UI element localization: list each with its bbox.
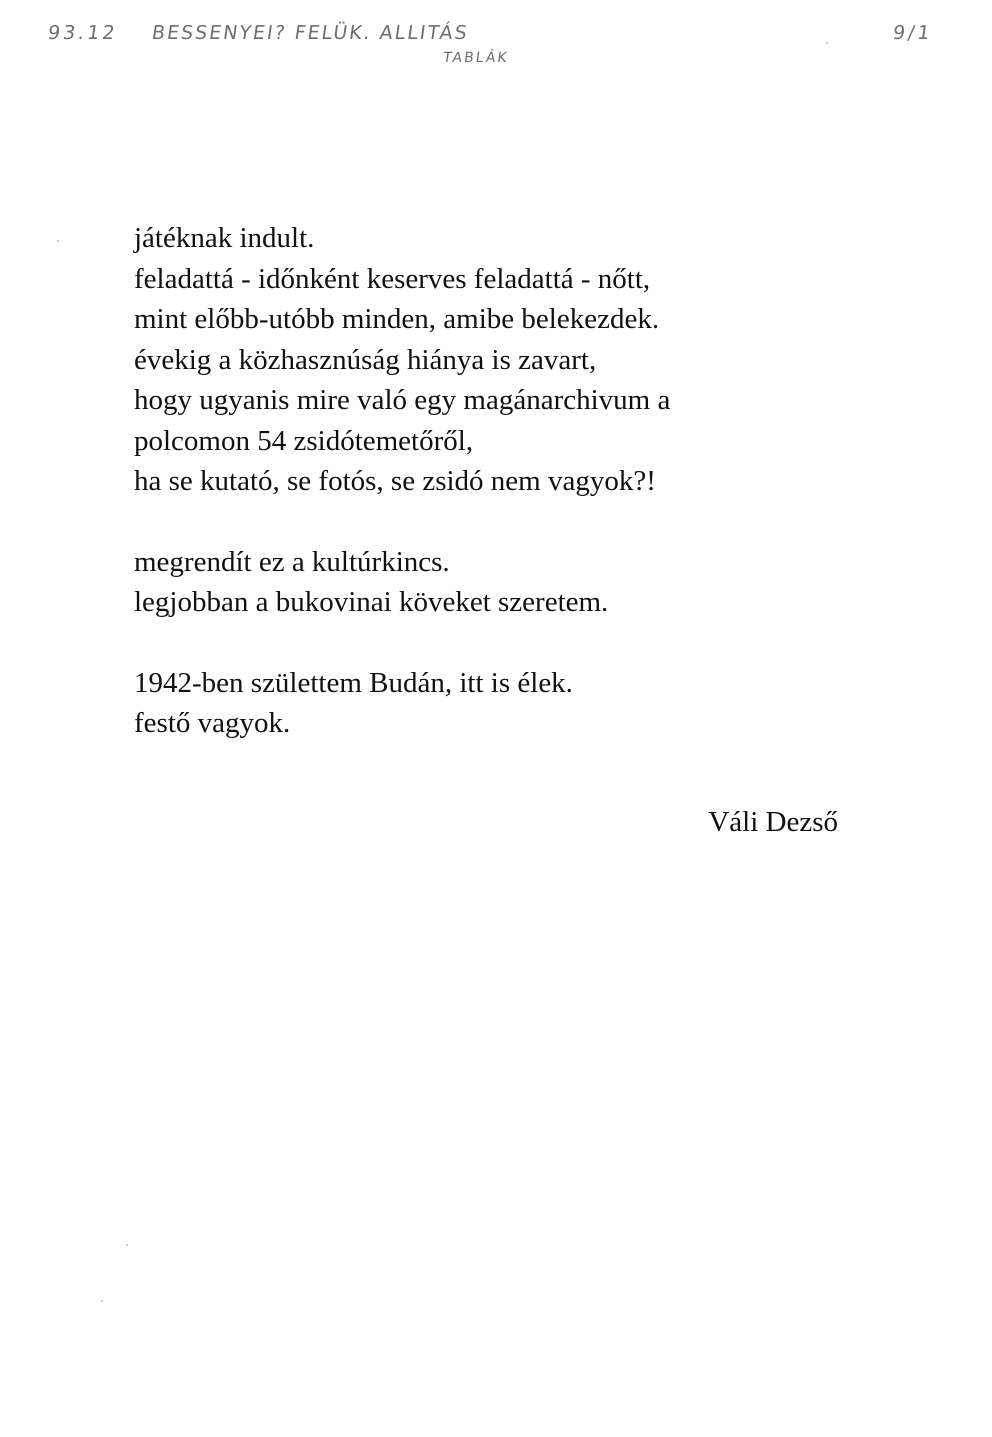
text-line: hogy ugyanis mire való egy magánarchivum a (134, 384, 671, 416)
text-line: ha se kutató, se fotós, se zsidó nem vagyok?! (134, 465, 656, 497)
poem-body (134, 218, 894, 744)
author-signature: Váli Dezső (708, 806, 838, 838)
text-line: feladattá - időnként keserves feladattá - nőtt, (134, 262, 651, 295)
text-line: festő vagyok. (134, 707, 291, 739)
scan-speck (57, 240, 59, 242)
text-line: legjobban a bukovinai köveket szeretem. (134, 586, 609, 618)
scan-speck (101, 1300, 103, 1302)
text-line: játéknak indult. (134, 222, 315, 254)
handwritten-note-left: 93.12 (46, 22, 119, 44)
text-line: megrendít ez a kultúrkincs. (134, 545, 450, 578)
handwritten-note-middle-sub: TABLÁK (441, 50, 510, 66)
stanza (134, 218, 894, 502)
scan-speck (826, 42, 828, 44)
stanza (134, 663, 894, 744)
text-line: polcomon 54 zsidótemetőről, (134, 424, 474, 457)
scan-speck (126, 1244, 128, 1246)
text-line: évekig a közhasznúság hiánya is zavart, (134, 343, 597, 376)
text-line: 1942-ben születtem Budán, itt is élek. (134, 666, 573, 699)
handwritten-note-middle: BESSENYEI? FELÜK. ALLITÁS (150, 22, 471, 44)
text-line: mint előbb-utóbb minden, amibe belekezdek. (134, 303, 660, 335)
handwritten-page-number: 9/1 (891, 22, 935, 44)
stanza (134, 542, 894, 623)
